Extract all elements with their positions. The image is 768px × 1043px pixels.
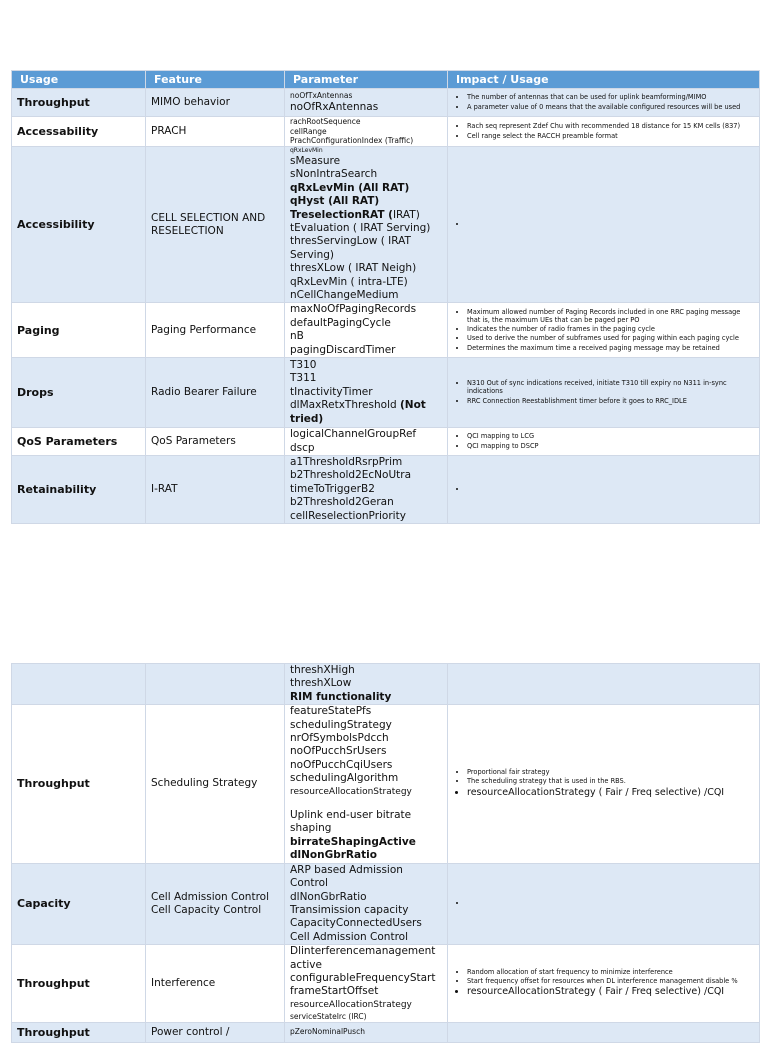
- parameter-line: maxNoOfPagingRecords: [290, 303, 417, 316]
- parameter-line: serviceStateIrc (IRC): [290, 1012, 367, 1022]
- parameter-line: Serving): [290, 248, 334, 261]
- parameter-line: threshXLow: [290, 677, 352, 690]
- impact-item: • Random allocation of start frequency to minimize interference: [467, 968, 754, 976]
- parameter-line: Uplink end-user bitrate: [290, 809, 412, 822]
- parameter-cell: [285, 303, 448, 358]
- impact-cell: [448, 89, 760, 117]
- impact-list: [453, 899, 754, 907]
- impact-item: [467, 220, 754, 228]
- parameter-line: tEvaluation ( IRAT Serving): [290, 222, 431, 235]
- parameter-line: resourceAllocationStrategy: [290, 786, 412, 797]
- impact-item: • Cell range select the RACCH preamble format: [467, 132, 754, 140]
- feature-cell: I-RAT: [146, 455, 285, 523]
- feature-cell: Paging Performance: [146, 303, 285, 358]
- impact-cell: [448, 863, 760, 944]
- impact-cell: [448, 358, 760, 428]
- parameter-cell: [285, 863, 448, 944]
- header-usage: Usage: [12, 71, 146, 89]
- feature-cell: [146, 664, 285, 705]
- parameter-line: tried): [290, 412, 324, 425]
- parameter-table-2: [11, 663, 760, 1043]
- impact-item: • Indicates the number of radio frames in the paging cycle: [467, 325, 754, 333]
- parameter-line: noOfPucchSrUsers: [290, 745, 387, 758]
- parameter-line: CapacityConnectedUsers: [290, 917, 422, 930]
- feature-cell: CELL SELECTION AND RESELECTION: [146, 147, 285, 303]
- parameter-line: dlMaxRetxThreshold (Not: [290, 399, 426, 412]
- parameter-table-1: [11, 70, 760, 524]
- usage-cell: Throughput: [12, 705, 146, 863]
- table-row: [12, 428, 760, 456]
- usage-cell: Throughput: [12, 1022, 146, 1042]
- impact-list: [453, 768, 754, 798]
- parameter-cell: [285, 428, 448, 456]
- usage-cell: Accessability: [12, 117, 146, 147]
- parameter-line: tInactivityTimer: [290, 385, 373, 398]
- usage-cell: Accessibility: [12, 147, 146, 303]
- parameter-line: featureStatePfs: [290, 705, 372, 718]
- usage-cell: Capacity: [12, 863, 146, 944]
- impact-list: [453, 93, 754, 110]
- table-row: [12, 1022, 760, 1042]
- parameter-line: dscp: [290, 441, 315, 454]
- usage-cell: Throughput: [12, 945, 146, 1023]
- parameter-cell: [285, 455, 448, 523]
- feature-cell: Cell Admission Control Cell Capacity Control: [146, 863, 285, 944]
- impact-item: [467, 485, 754, 493]
- parameter-line: sMeasure: [290, 155, 341, 167]
- parameter-line: nrOfSymbolsPdcch: [290, 732, 389, 745]
- parameter-line: schedulingAlgorithm: [290, 772, 399, 785]
- usage-cell: Drops: [12, 358, 146, 428]
- impact-item: • resourceAllocationStrategy ( Fair / Freq selective) /CQI: [467, 787, 754, 799]
- parameter-cell: [285, 117, 448, 147]
- impact-item: • Start frequency offset for resources when DL interference management disable %: [467, 977, 754, 985]
- parameter-line: nCellChangeMedium: [290, 289, 399, 302]
- feature-cell: Scheduling Strategy: [146, 705, 285, 863]
- impact-item: • Maximum allowed number of Paging Records included in one RRC paging message that is, the maximum UEs that can be paged per PO: [467, 308, 754, 324]
- parameter-line: qRxLevMin (All RAT): [290, 181, 410, 194]
- feature-cell: PRACH: [146, 117, 285, 147]
- impact-item: • RRC Connection Reestablishment timer before it goes to RRC_IDLE: [467, 397, 754, 405]
- parameter-line: noOfRxAntennas: [290, 100, 379, 113]
- parameter-line: [290, 799, 442, 809]
- impact-item: • A parameter value of 0 means that the available configured resources will be used: [467, 103, 754, 111]
- impact-item: • Rach seq represent Zdef Chu with recommended 18 distance for 15 KM cells (837): [467, 122, 754, 130]
- impact-cell: [448, 455, 760, 523]
- parameter-line: Transimission capacity: [290, 903, 409, 916]
- parameter-line: threshXHigh: [290, 664, 355, 676]
- table-row: [12, 358, 760, 428]
- parameter-line: shaping: [290, 822, 332, 835]
- parameter-line: T310: [290, 359, 317, 372]
- feature-cell: MIMO behavior: [146, 89, 285, 117]
- usage-cell: Throughput: [12, 89, 146, 117]
- parameter-line: pagingDiscardTimer: [290, 343, 396, 356]
- table-row: [12, 664, 760, 705]
- parameter-line: RIM functionality: [290, 690, 392, 703]
- parameter-line: Dlinterferencemanagement: [290, 945, 436, 958]
- parameter-line: dlNonGbrRatio: [290, 890, 367, 903]
- table-row: [12, 303, 760, 358]
- parameter-line: nB: [290, 330, 304, 343]
- feature-cell: QoS Parameters: [146, 428, 285, 456]
- impact-cell: [448, 664, 760, 705]
- feature-cell: Power control /: [146, 1022, 285, 1042]
- impact-list: [453, 122, 754, 139]
- table-row: [12, 863, 760, 944]
- usage-cell: Retainability: [12, 455, 146, 523]
- parameter-line: pZeroNominalPusch: [290, 1027, 365, 1037]
- impact-list: [453, 485, 754, 493]
- table-row: [12, 117, 760, 147]
- parameter-line: noOfPucchCqiUsers: [290, 758, 393, 771]
- parameter-line: timeToTriggerB2: [290, 482, 375, 495]
- parameter-cell: [285, 705, 448, 863]
- impact-cell: [448, 303, 760, 358]
- parameter-line: noOfTxAntennas: [290, 91, 353, 101]
- impact-item: • Used to derive the number of subframes used for paging within each paging cycle: [467, 334, 754, 342]
- header-feature: Feature: [146, 71, 285, 89]
- impact-item: • QCI mapping to LCG: [467, 432, 754, 440]
- parameter-line: dlNonGbrRatio: [290, 849, 377, 862]
- parameter-line: cellReselectionPriority: [290, 509, 406, 522]
- parameter-line: Control: [290, 877, 328, 890]
- impact-item: • resourceAllocationStrategy ( Fair / Freq selective) /CQI: [467, 986, 754, 998]
- impact-cell: [448, 428, 760, 456]
- impact-item: • Determines the maximum time a received paging message may be retained: [467, 344, 754, 352]
- parameter-line: qRxLevMin ( intra-LTE): [290, 275, 408, 288]
- parameter-line: PrachConfigurationIndex (Traffic): [290, 136, 414, 146]
- table-header-row: [12, 71, 760, 89]
- parameter-cell: [285, 664, 448, 705]
- table-row: [12, 705, 760, 863]
- header-parameter: Parameter: [285, 71, 448, 89]
- impact-cell: [448, 147, 760, 303]
- table-row: [12, 147, 760, 303]
- parameter-line: sNonIntraSearch: [290, 168, 378, 181]
- parameter-line: TreselectionRAT (IRAT): [290, 208, 420, 221]
- header-impact: Impact / Usage: [448, 71, 760, 89]
- impact-cell: [448, 1022, 760, 1042]
- parameter-line: b2Threshold2Geran: [290, 496, 394, 509]
- parameter-line: thresServingLow ( IRAT: [290, 235, 411, 248]
- table-row: [12, 945, 760, 1023]
- parameter-cell: [285, 1022, 448, 1042]
- impact-list: [453, 308, 754, 352]
- parameter-line: cellRange: [290, 126, 327, 136]
- impact-item: • N310 Out of sync indications received, initiate T310 till expiry no N311 in-sync indications: [467, 379, 754, 395]
- impact-cell: [448, 945, 760, 1023]
- impact-item: • QCI mapping to DSCP: [467, 442, 754, 450]
- parameter-line: Cell Admission Control: [290, 930, 409, 943]
- parameter-line: qHyst (All RAT): [290, 195, 380, 208]
- usage-cell: QoS Parameters: [12, 428, 146, 456]
- usage-cell: Paging: [12, 303, 146, 358]
- parameter-line: birrateShapingActive: [290, 835, 416, 848]
- impact-item: • The number of antennas that can be used for uplink beamforming/MIMO: [467, 93, 754, 101]
- impact-item: [467, 899, 754, 907]
- impact-cell: [448, 705, 760, 863]
- impact-list: [453, 432, 754, 449]
- parameter-cell: [285, 358, 448, 428]
- feature-cell: Radio Bearer Failure: [146, 358, 285, 428]
- parameter-line: configurableFrequencyStart: [290, 971, 436, 984]
- parameter-line: b2Threshold2EcNoUtra: [290, 469, 412, 482]
- parameter-line: ARP based Admission: [290, 863, 403, 876]
- parameter-cell: [285, 89, 448, 117]
- parameter-line: active: [290, 958, 322, 971]
- usage-cell: [12, 664, 146, 705]
- parameter-line: resourceAllocationStrategy: [290, 999, 412, 1010]
- feature-cell: Interference: [146, 945, 285, 1023]
- impact-list: [453, 968, 754, 998]
- parameter-line: thresXLow ( IRAT Neigh): [290, 262, 417, 275]
- table-row: [12, 89, 760, 117]
- parameter-cell: [285, 147, 448, 303]
- table-row: [12, 455, 760, 523]
- impact-item: • Proportional fair strategy: [467, 768, 754, 776]
- parameter-line: rachRootSequence: [290, 117, 361, 127]
- parameter-line: schedulingStrategy: [290, 718, 392, 731]
- impact-item: • The scheduling strategy that is used in the RBS.: [467, 777, 754, 785]
- parameter-line: logicalChannelGroupRef: [290, 428, 417, 441]
- parameter-line: defaultPagingCycle: [290, 316, 391, 329]
- parameter-line: frameStartOffset: [290, 985, 379, 998]
- parameter-cell: [285, 945, 448, 1023]
- parameter-line: T311: [290, 372, 317, 385]
- parameter-line: a1ThresholdRsrpPrim: [290, 455, 403, 468]
- parameter-line: qRxLevMin: [290, 147, 323, 154]
- impact-list: [453, 220, 754, 228]
- impact-cell: [448, 117, 760, 147]
- impact-list: [453, 379, 754, 405]
